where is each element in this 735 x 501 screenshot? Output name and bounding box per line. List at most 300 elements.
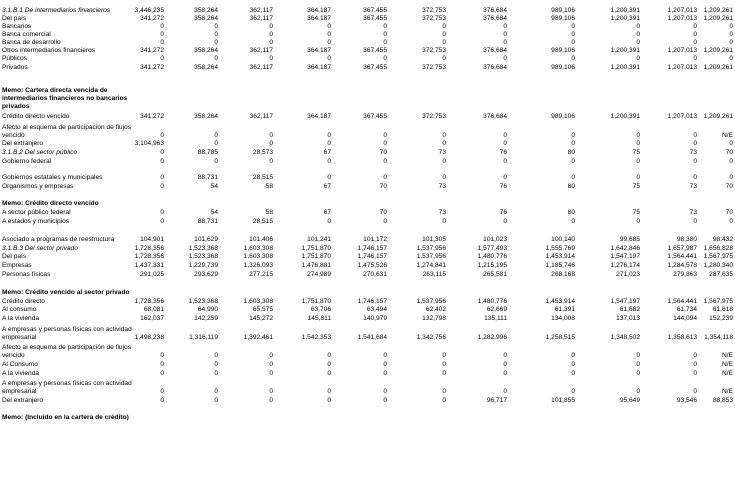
row-label: Crédito directo xyxy=(2,298,45,305)
row-value: 1,657,987 xyxy=(667,245,697,252)
row-value: 0 xyxy=(269,23,273,30)
row-value: 88,853 xyxy=(712,397,733,404)
row-value: 0 xyxy=(503,31,507,38)
row-value: 88,731 xyxy=(197,174,218,181)
row-value: 1,280,340 xyxy=(703,262,733,269)
row-value: 145,272 xyxy=(249,315,273,322)
row-value: 1,603,308 xyxy=(243,253,273,260)
row-value: 0 xyxy=(503,352,507,359)
table-row xyxy=(0,73,735,112)
row-value: 70 xyxy=(379,183,387,190)
row-value: 1,284,578 xyxy=(667,262,697,269)
row-value: 0 xyxy=(214,140,218,147)
row-value: 0 xyxy=(442,352,446,359)
row-value: 62,402 xyxy=(425,306,446,313)
row-value: 0 xyxy=(503,39,507,46)
row-value: 54 xyxy=(210,209,218,216)
row-label: Memo: Crédito directo vencido xyxy=(2,200,99,207)
row-value: 0 xyxy=(383,39,387,46)
row-label: Bancarios xyxy=(2,23,32,30)
row-value: 101,023 xyxy=(483,236,507,243)
row-value: 0 xyxy=(442,370,446,377)
row-value: 0 xyxy=(729,55,733,62)
row-value: 367,455 xyxy=(363,15,387,22)
table-row xyxy=(0,315,735,324)
row-value: 372,753 xyxy=(422,113,446,120)
row-value: 0 xyxy=(269,140,273,147)
row-value: 0 xyxy=(160,31,164,38)
row-value: 58 xyxy=(265,183,273,190)
row-value: 1,229,739 xyxy=(188,262,218,269)
row-value: 279,863 xyxy=(673,271,697,278)
row-value: 96,717 xyxy=(486,397,507,404)
row-value: 0 xyxy=(160,55,164,62)
row-value: 1,209,261 xyxy=(703,64,733,71)
row-value: 0 xyxy=(383,352,387,359)
row-value: 0 xyxy=(442,55,446,62)
row-value: 1,537,956 xyxy=(416,298,446,305)
row-value: 76 xyxy=(499,183,507,190)
row-value: 0 xyxy=(442,140,446,147)
row-value: 0 xyxy=(693,132,697,139)
row-value: 70 xyxy=(379,209,387,216)
row-value: 0 xyxy=(160,158,164,165)
row-value: 1,523,368 xyxy=(188,245,218,252)
row-value: 0 xyxy=(160,370,164,377)
row-value: 0 xyxy=(636,174,640,181)
row-value: 1,480,776 xyxy=(477,298,507,305)
row-value: 0 xyxy=(571,174,575,181)
row-value: 98,432 xyxy=(712,236,733,243)
row-value: 0 xyxy=(383,388,387,395)
row-value: 101,305 xyxy=(422,236,446,243)
row-value: 0 xyxy=(442,39,446,46)
row-label: Banca de desarrollo xyxy=(2,39,61,46)
row-value: 76 xyxy=(499,209,507,216)
row-value: 0 xyxy=(571,361,575,368)
row-value: 80 xyxy=(567,183,575,190)
row-value: 989,106 xyxy=(551,113,575,120)
row-value: 989,106 xyxy=(551,7,575,14)
row-value: 0 xyxy=(327,39,331,46)
row-value: 1,547,197 xyxy=(610,298,640,305)
row-value: 0 xyxy=(693,39,697,46)
row-value: 98,380 xyxy=(676,236,697,243)
row-value: 88,731 xyxy=(197,218,218,225)
row-value: 1,603,308 xyxy=(243,298,273,305)
row-value: 1,547,197 xyxy=(610,253,640,260)
table-row xyxy=(0,64,735,73)
row-value: 0 xyxy=(636,158,640,165)
row-value: 364,187 xyxy=(307,113,331,120)
row-value: 95,649 xyxy=(619,397,640,404)
row-value: 358,264 xyxy=(194,7,218,14)
row-value: 0 xyxy=(571,352,575,359)
row-value: 376,684 xyxy=(483,15,507,22)
row-value: 271,023 xyxy=(616,271,640,278)
row-label: Gobiernos estatales y municipales xyxy=(2,174,103,181)
row-value: 1,185,746 xyxy=(545,262,575,269)
row-label: Privados xyxy=(2,64,28,71)
row-value: 376,684 xyxy=(483,7,507,14)
row-value: 0 xyxy=(160,183,164,190)
row-value: 1,564,441 xyxy=(667,253,697,260)
row-value: 1,358,613 xyxy=(667,334,697,341)
row-value: 1,209,261 xyxy=(703,15,733,22)
row-value: 0 xyxy=(636,352,640,359)
row-value: 67 xyxy=(323,149,331,156)
row-label: A estados y municipios xyxy=(2,218,70,225)
row-value: 1,642,846 xyxy=(610,245,640,252)
row-value: 54 xyxy=(210,183,218,190)
row-label: Del extranjero xyxy=(2,397,44,404)
row-value: 0 xyxy=(442,361,446,368)
row-value: 341,272 xyxy=(140,15,164,22)
row-value: 367,455 xyxy=(363,113,387,120)
row-value: 0 xyxy=(693,23,697,30)
row-value: 1,746,157 xyxy=(357,253,387,260)
row-value: 1,746,157 xyxy=(357,245,387,252)
row-value: 73 xyxy=(689,149,697,156)
table-row xyxy=(0,397,735,406)
row-value: 144,094 xyxy=(673,315,697,322)
row-value: 61,618 xyxy=(712,306,733,313)
row-label: Memo: (Incluido en la cartera de crédito) xyxy=(2,414,129,421)
row-value: 0 xyxy=(729,23,733,30)
row-value: 0 xyxy=(214,39,218,46)
row-value: 0 xyxy=(327,361,331,368)
row-value: 0 xyxy=(269,388,273,395)
row-value: 0 xyxy=(636,218,640,225)
table-row xyxy=(0,149,735,158)
row-value: 145,811 xyxy=(307,315,331,322)
row-value: 0 xyxy=(693,140,697,147)
row-value: 358,264 xyxy=(194,113,218,120)
row-value: 0 xyxy=(160,132,164,139)
row-value: 0 xyxy=(383,158,387,165)
row-value: 376,684 xyxy=(483,64,507,71)
row-value: 0 xyxy=(636,31,640,38)
row-label: Organismos y empresas xyxy=(2,183,74,190)
table-row xyxy=(0,122,735,141)
row-value: 101,241 xyxy=(307,236,331,243)
row-value: 0 xyxy=(442,218,446,225)
row-value: 0 xyxy=(327,23,331,30)
row-value: 1,541,684 xyxy=(357,334,387,341)
row-value: 0 xyxy=(160,361,164,368)
row-value: 1,200,391 xyxy=(610,113,640,120)
table-row xyxy=(0,324,735,343)
row-value: 277,215 xyxy=(249,271,273,278)
row-value: 0 xyxy=(327,31,331,38)
row-value: 0 xyxy=(729,39,733,46)
row-value: 1,453,914 xyxy=(545,298,575,305)
row-value: 0 xyxy=(729,158,733,165)
row-value: 137,013 xyxy=(616,315,640,322)
row-value: 101,406 xyxy=(249,236,273,243)
row-value: 1,207,013 xyxy=(667,113,697,120)
row-value: 0 xyxy=(503,218,507,225)
row-label: Empresas xyxy=(2,262,32,269)
row-value: 93,546 xyxy=(676,397,697,404)
row-value: 142,259 xyxy=(194,315,218,322)
row-label: Afecto al esquema de participación de flujos vencido xyxy=(2,344,132,359)
row-value: 0 xyxy=(442,388,446,395)
row-value: 376,684 xyxy=(483,113,507,120)
row-value: 67 xyxy=(323,183,331,190)
row-value: 76 xyxy=(499,149,507,156)
row-value: 0 xyxy=(269,39,273,46)
row-value: 1,207,013 xyxy=(667,15,697,22)
row-label: A la vivienda xyxy=(2,315,40,322)
row-value: 989,106 xyxy=(551,15,575,22)
row-value: 1,746,157 xyxy=(357,298,387,305)
row-label: Al consumo xyxy=(2,306,37,313)
row-value: 1,207,013 xyxy=(667,47,697,54)
row-value: 1,209,261 xyxy=(703,113,733,120)
row-value: 65,575 xyxy=(252,306,273,313)
row-label: Gobierno federal xyxy=(2,158,52,165)
row-value: 1,200,391 xyxy=(610,15,640,22)
row-value: 0 xyxy=(327,388,331,395)
row-value: 0 xyxy=(160,39,164,46)
row-value: 1,475,526 xyxy=(357,262,387,269)
row-value: 1,215,195 xyxy=(477,262,507,269)
row-value: 372,753 xyxy=(422,47,446,54)
row-value: 0 xyxy=(269,158,273,165)
row-value: N/E xyxy=(722,132,733,139)
row-label: Asociado a programas de reestructura xyxy=(2,236,115,243)
row-value: 1,453,914 xyxy=(545,253,575,260)
table-row xyxy=(0,167,735,183)
row-value: 101,172 xyxy=(363,236,387,243)
row-value: 0 xyxy=(327,174,331,181)
row-value: 1,348,502 xyxy=(610,334,640,341)
row-value: 372,753 xyxy=(422,15,446,22)
row-value: 0 xyxy=(503,132,507,139)
row-value: 0 xyxy=(636,370,640,377)
row-value: 0 xyxy=(214,397,218,404)
row-value: 1,282,996 xyxy=(477,334,507,341)
row-value: 3,104,963 xyxy=(134,140,164,147)
table-row xyxy=(0,370,735,379)
row-value: 263,115 xyxy=(422,271,446,278)
row-value: 101,629 xyxy=(194,236,218,243)
row-value: 1,751,870 xyxy=(301,245,331,252)
row-label: Del extranjero xyxy=(2,140,44,147)
row-value: 61,391 xyxy=(554,306,575,313)
row-value: 287,635 xyxy=(709,271,733,278)
row-value: 0 xyxy=(693,55,697,62)
table-row xyxy=(0,262,735,271)
row-value: 0 xyxy=(327,370,331,377)
row-value: 0 xyxy=(214,370,218,377)
row-value: 367,455 xyxy=(363,47,387,54)
row-value: 0 xyxy=(693,388,697,395)
row-value: 0 xyxy=(636,361,640,368)
row-value: 0 xyxy=(503,55,507,62)
table-row xyxy=(0,158,735,167)
row-value: 0 xyxy=(160,23,164,30)
row-value: 80 xyxy=(567,149,575,156)
row-value: 0 xyxy=(571,23,575,30)
row-value: 0 xyxy=(269,55,273,62)
row-value: 0 xyxy=(503,158,507,165)
row-value: 372,753 xyxy=(422,64,446,71)
row-value: 99,685 xyxy=(619,236,640,243)
row-value: 0 xyxy=(214,388,218,395)
row-value: 0 xyxy=(442,397,446,404)
row-value: 162,037 xyxy=(140,315,164,322)
row-value: 0 xyxy=(729,31,733,38)
row-value: 0 xyxy=(571,55,575,62)
table-row xyxy=(0,227,735,245)
row-value: 0 xyxy=(503,23,507,30)
row-value: 0 xyxy=(503,388,507,395)
row-value: 0 xyxy=(571,370,575,377)
row-value: 0 xyxy=(160,149,164,156)
row-value: 0 xyxy=(693,31,697,38)
row-value: 0 xyxy=(571,158,575,165)
row-label: Al Consumo xyxy=(2,361,38,368)
row-value: 0 xyxy=(269,370,273,377)
row-value: 358,264 xyxy=(194,15,218,22)
row-value: 362,117 xyxy=(249,47,273,54)
row-value: 0 xyxy=(636,23,640,30)
row-value: 0 xyxy=(214,55,218,62)
row-label: Banca comercial xyxy=(2,31,51,38)
row-value: 367,455 xyxy=(363,7,387,14)
row-value: 0 xyxy=(442,174,446,181)
row-value: 61,682 xyxy=(619,306,640,313)
row-value: 135,111 xyxy=(484,315,507,322)
row-value: 134,008 xyxy=(551,315,575,322)
row-value: 0 xyxy=(571,140,575,147)
row-label: 3.1.B.1 De intermediarios financieros xyxy=(2,7,111,14)
row-value: 0 xyxy=(442,23,446,30)
row-value: 1,564,441 xyxy=(667,298,697,305)
row-value: 1,728,356 xyxy=(134,253,164,260)
row-value: 1,537,956 xyxy=(416,245,446,252)
row-value: 989,106 xyxy=(551,64,575,71)
row-value: 0 xyxy=(327,55,331,62)
row-label: A empresas y personas físicas con actividad empresarial xyxy=(2,380,132,395)
row-value: 152,239 xyxy=(709,315,733,322)
row-value: 0 xyxy=(383,370,387,377)
row-value: 101,855 xyxy=(551,397,575,404)
row-value: 1,603,308 xyxy=(243,245,273,252)
row-label: Del país xyxy=(2,253,27,260)
table-row xyxy=(0,56,735,64)
row-value: 1,258,515 xyxy=(545,334,575,341)
row-value: 63,494 xyxy=(366,306,387,313)
row-value: 341,272 xyxy=(140,47,164,54)
row-value: 364,187 xyxy=(307,47,331,54)
row-value: 0 xyxy=(571,39,575,46)
row-value: 104,901 xyxy=(140,236,164,243)
table-row xyxy=(0,271,735,280)
row-value: 293,629 xyxy=(194,271,218,278)
row-value: 0 xyxy=(160,218,164,225)
row-value: 0 xyxy=(636,55,640,62)
row-value: 0 xyxy=(214,31,218,38)
row-value: 0 xyxy=(442,31,446,38)
row-label: 3.1.B.2 Del sector público xyxy=(2,149,78,156)
row-value: 0 xyxy=(160,174,164,181)
row-value: 0 xyxy=(383,397,387,404)
row-value: 73 xyxy=(438,149,446,156)
row-label: Del país xyxy=(2,15,27,22)
row-value: 0 xyxy=(693,352,697,359)
row-value: 73 xyxy=(438,183,446,190)
row-value: 364,187 xyxy=(307,7,331,14)
row-value: 62,669 xyxy=(486,306,507,313)
row-value: 1,537,956 xyxy=(416,253,446,260)
row-value: 0 xyxy=(383,140,387,147)
row-value: 1,276,174 xyxy=(610,262,640,269)
row-value: 0 xyxy=(503,174,507,181)
row-value: 0 xyxy=(383,55,387,62)
row-label: Personas físicas xyxy=(2,271,51,278)
row-value: 0 xyxy=(214,158,218,165)
row-value: 362,117 xyxy=(249,15,273,22)
row-value: 140,979 xyxy=(363,315,387,322)
row-value: 80 xyxy=(567,209,575,216)
row-label: 3.1.B.3 Del sector privado xyxy=(2,245,78,252)
row-value: 364,187 xyxy=(307,64,331,71)
row-value: 0 xyxy=(269,361,273,368)
table-row xyxy=(0,254,735,262)
row-value: 28,573 xyxy=(252,149,273,156)
row-value: N/E xyxy=(722,361,733,368)
row-value: 0 xyxy=(160,388,164,395)
row-value: 0 xyxy=(503,361,507,368)
row-label: Memo: Crédito vencido al sector privado xyxy=(2,289,130,296)
row-value: 1,354,118 xyxy=(704,334,733,341)
row-value: N/E xyxy=(722,352,733,359)
row-value: 0 xyxy=(729,218,733,225)
row-value: 73 xyxy=(689,209,697,216)
row-value: 274,989 xyxy=(307,271,331,278)
row-value: 0 xyxy=(636,140,640,147)
row-value: 68,081 xyxy=(143,306,164,313)
row-value: 268,168 xyxy=(551,271,575,278)
row-label: A la vivienda xyxy=(2,370,40,377)
row-label: Afecto al esquema de participación de flujos vencido xyxy=(2,124,132,139)
row-value: 1,751,870 xyxy=(301,298,331,305)
table-row xyxy=(0,307,735,315)
row-value: 367,455 xyxy=(363,64,387,71)
row-value: 1,542,353 xyxy=(301,334,331,341)
row-value: 0 xyxy=(214,23,218,30)
row-value: 0 xyxy=(269,397,273,404)
row-value: 28,515 xyxy=(252,218,273,225)
row-value: 364,187 xyxy=(307,15,331,22)
row-value: 0 xyxy=(383,361,387,368)
row-value: 0 xyxy=(503,370,507,377)
row-value: 1,316,119 xyxy=(189,334,218,341)
row-value: 0 xyxy=(269,132,273,139)
row-value: 0 xyxy=(327,397,331,404)
row-value: 0 xyxy=(383,218,387,225)
row-value: 0 xyxy=(636,388,640,395)
row-value: 0 xyxy=(693,218,697,225)
row-value: 0 xyxy=(214,361,218,368)
row-value: 1,274,841 xyxy=(416,262,446,269)
row-value: 0 xyxy=(327,352,331,359)
row-value: 75 xyxy=(632,183,640,190)
row-value: 75 xyxy=(632,149,640,156)
